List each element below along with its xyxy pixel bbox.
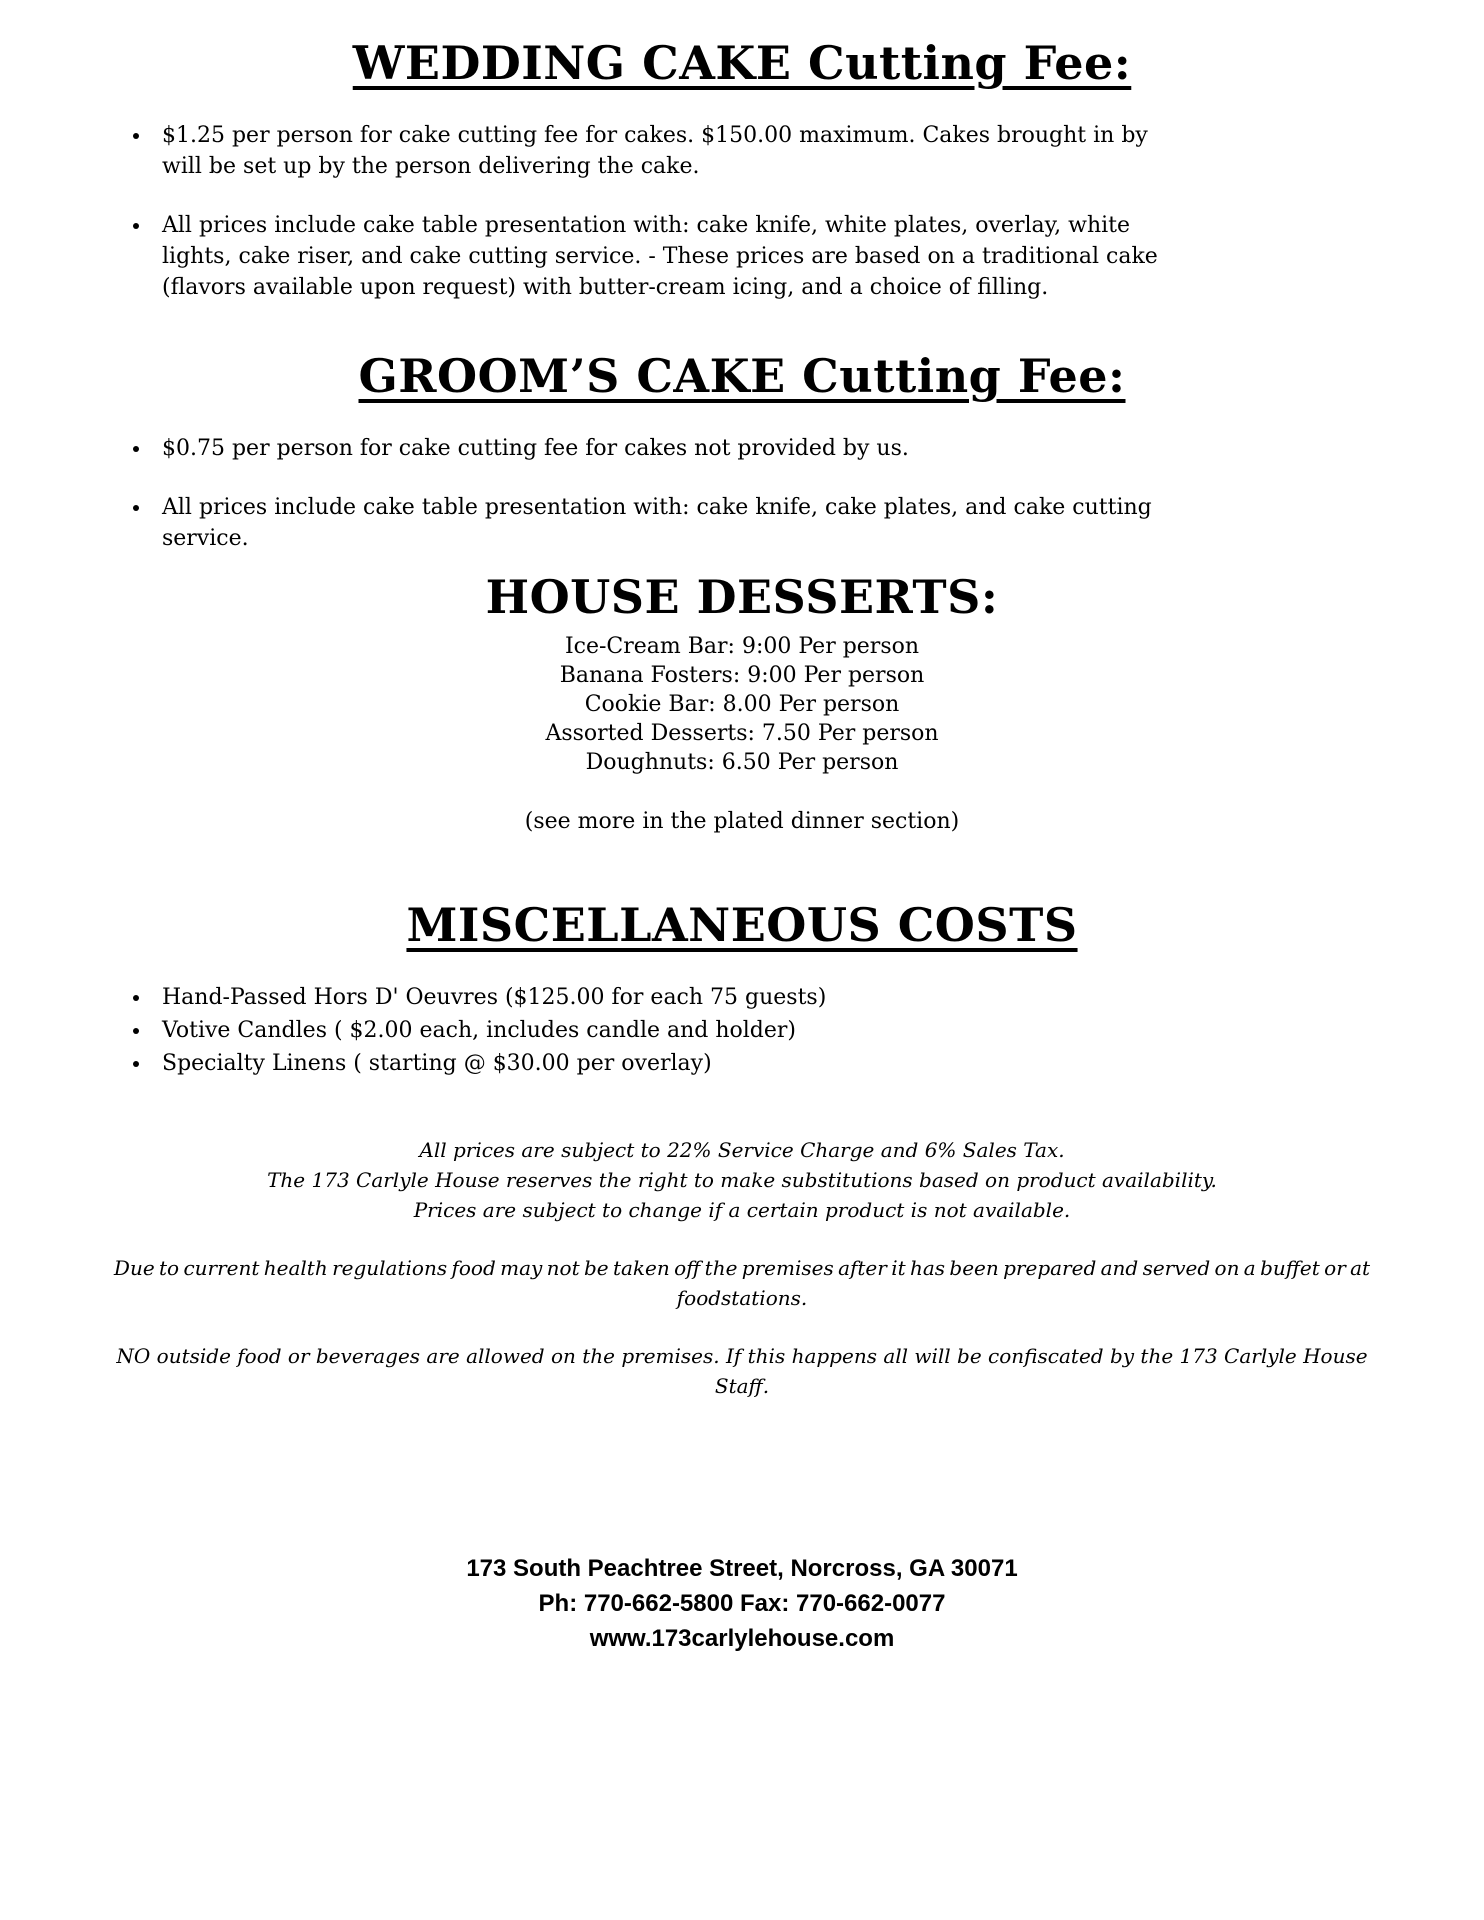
- wedding-cake-bullet: • $1.25 per person for cake cutting fee for cakes. $150.00 maximum. Cakes brought in by will be set up by the person delivering the cake.: [152, 120, 1183, 182]
- footer-phone-fax: Ph: 770-662-5800 Fax: 770-662-0077: [538, 1590, 946, 1617]
- dessert-item: Assorted Desserts: 7.50 Per person: [545, 721, 939, 746]
- miscellaneous-bullet: • Hand-Passed Hors D' Oeuvres ($125.00 for each 75 guests): [152, 982, 1183, 1013]
- dessert-item: Doughnuts: 6.50 Per person: [585, 750, 899, 775]
- pricing-disclaimer: [0, 1135, 1484, 1225]
- footer-website: www.173carlylehouse.com: [589, 1625, 895, 1652]
- dessert-item: Cookie Bar: 8.00 Per person: [584, 692, 900, 717]
- outside-food-notice: NO outside food or beverages are allowed on the premises. If this happens all will be confiscated by the 173 Carlyle House Staff.: [116, 1344, 1368, 1398]
- miscellaneous-bullet: • Votive Candles ( $2.00 each, includes candle and holder): [152, 1015, 1183, 1046]
- wedding-cake-title: WEDDING CAKE Cutting Fee:: [352, 36, 1132, 90]
- miscellaneous-bullet: • Specialty Linens ( starting @ $30.00 per overlay): [152, 1048, 1183, 1079]
- footer: [0, 1551, 1484, 1656]
- disclaimer-line: All prices are subject to 22% Service Charge and 6% Sales Tax.: [419, 1138, 1065, 1162]
- disclaimer-line: Prices are subject to change if a certain product is not available.: [413, 1198, 1071, 1222]
- disclaimer-line: The 173 Carlyle House reserves the right to make substitutions based on product availability.: [267, 1168, 1217, 1192]
- miscellaneous-bullet-list: [128, 982, 1183, 1079]
- house-desserts-title: HOUSE DESSERTS:: [485, 570, 999, 624]
- wedding-cake-bullet-list: [128, 120, 1183, 303]
- grooms-cake-title: GROOM’S CAKE Cutting Fee:: [358, 349, 1126, 403]
- grooms-cake-bullet: • $0.75 per person for cake cutting fee for cakes not provided by us.: [152, 433, 1183, 464]
- wedding-cake-bullet: • All prices include cake table presentation with: cake knife, white plates, overlay, white lights, cake riser, and cake cutting service. - These prices are based on a traditional cake (flavors available upon request) with butter-cream icing, and a choice of filling.: [152, 210, 1183, 303]
- health-regulations-notice: Due to current health regulations food may not be taken off the premises after it has been prepared and served on a buffet or at foodstations.: [113, 1256, 1371, 1310]
- miscellaneous-title: MISCELLANEOUS COSTS: [406, 898, 1078, 952]
- grooms-cake-bullet: • All prices include cake table presentation with: cake knife, cake plates, and cake cutting service.: [152, 492, 1183, 554]
- house-desserts-note: (see more in the plated dinner section): [524, 809, 960, 834]
- grooms-cake-bullet-list: [128, 433, 1183, 554]
- dessert-item: Banana Fosters: 9:00 Per person: [559, 663, 925, 688]
- footer-address: 173 South Peachtree Street, Norcross, GA 30071: [466, 1555, 1018, 1582]
- dessert-item: Ice-Cream Bar: 9:00 Per person: [564, 634, 920, 659]
- house-desserts-list: [0, 632, 1484, 777]
